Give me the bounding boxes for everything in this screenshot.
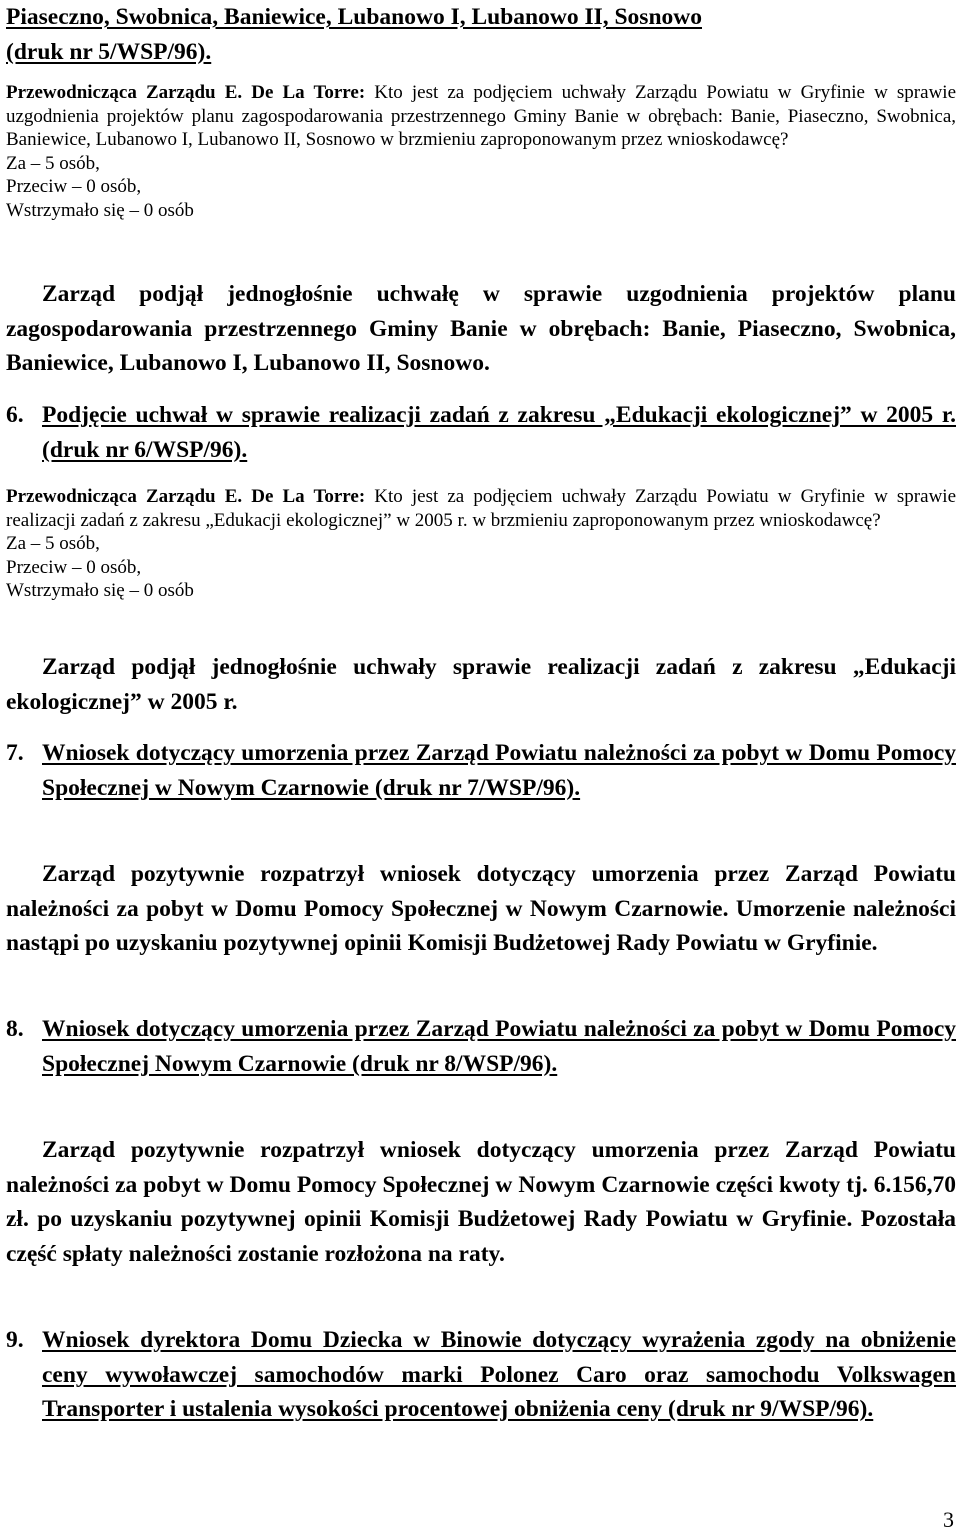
speaker-label: Przewodnicząca Zarządu E. De La Torre:	[6, 486, 366, 507]
item-number: 7.	[6, 740, 24, 766]
vote-block-2	[6, 485, 956, 603]
vote-for: Za – 5 osób,	[6, 533, 100, 554]
item-number: 6.	[6, 402, 24, 428]
speaker-label: Przewodnicząca Zarządu E. De La Torre:	[6, 82, 366, 103]
item-title: Wniosek dyrektora Domu Dziecka w Binowie dotyczący wyrażenia zgody na obniżenie ceny wywoławczej samochodów marki Polonez Caro oraz samochodu Volkswagen Transporter i ustalenia wysokości procentowej obniżenia ceny (druk nr 9/WSP/96).	[42, 1327, 956, 1422]
resolution-2: Zarząd podjął jednogłośnie uchwały sprawie realizacji zadań z zakresu „Edukacji ekologicznej” w 2005 r.	[6, 654, 956, 715]
vote-question-text: Kto jest za podjęciem uchwały Zarządu Powiatu w Gryfinie w sprawie realizacji zadań z zakresu „Edukacji ekologicznej” w 2005 r. w brzmieniu zaproponowanym przez wnioskodawcę?	[6, 486, 956, 531]
item-title: Podjęcie uchwał w sprawie realizacji zadań z zakresu „Edukacji ekologicznej” w 2005 r. (druk nr 6/WSP/96).	[42, 402, 956, 463]
item-number: 8.	[6, 1016, 24, 1042]
heading-line: (druk nr 5/WSP/96).	[6, 38, 212, 65]
heading-line: Piaseczno, Swobnica, Baniewice, Lubanowo I, Lubanowo II, Sosnowo	[6, 4, 702, 30]
vote-block-1	[6, 81, 956, 222]
decision-8: Zarząd pozytywnie rozpatrzył wniosek dotyczący umorzenia przez Zarząd Powiatu należności za pobyt w Domu Pomocy Społecznej w Nowym Czarnowie części kwoty tj. 6.156,70 zł. po uzyskaniu pozytywnej opinii Komisji Budżetowej Rady Powiatu w Gryfinie. Pozostała część spłaty należności zostanie rozłożona na raty.	[6, 1137, 956, 1267]
vote-abstain: Wstrzymało się – 0 osób	[6, 199, 194, 221]
item-title: Wniosek dotyczący umorzenia przez Zarząd Powiatu należności za pobyt w Domu Pomocy Społecznej Nowym Czarnowie (druk nr 8/WSP/96).	[42, 1016, 956, 1077]
vote-for: Za – 5 osób,	[6, 152, 100, 174]
resolution-1: Zarząd podjął jednogłośnie uchwałę w sprawie uzgodnienia projektów planu zagospodarowania przestrzennego Gminy Banie w obrębach: Banie, Piaseczno, Swobnica, Baniewice, Lubanowo I, Lubanowo II, Sosnowo.	[6, 281, 956, 376]
page-number: 3	[943, 1507, 954, 1532]
vote-question-text: Kto jest za podjęciem uchwały Zarządu Powiatu w Gryfinie w sprawie uzgodnienia projektów planu zagospodarowania przestrzennego Gminy Banie w obrębach: Banie, Piaseczno, Swobnica, Baniewice, Lubanowo I, Lubanowo II, Sosnowo w brzmieniu zaproponowanym przez wnioskodawcę?	[6, 82, 956, 150]
vote-against: Przeciw – 0 osób,	[6, 176, 142, 197]
item-title: Wniosek dotyczący umorzenia przez Zarząd Powiatu należności za pobyt w Domu Pomocy Społecznej w Nowym Czarnowie (druk nr 7/WSP/96).	[42, 740, 956, 801]
section-heading-continued	[6, 0, 956, 69]
vote-question	[6, 485, 956, 532]
vote-question	[6, 81, 956, 152]
decision-7: Zarząd pozytywnie rozpatrzył wniosek dotyczący umorzenia przez Zarząd Powiatu należności za pobyt w Domu Pomocy Społecznej w Nowym Czarnowie. Umorzenie należności nastąpi po uzyskaniu pozytywnej opinii Komisji Budżetowej Rady Powiatu w Gryfinie.	[6, 861, 956, 956]
vote-against: Przeciw – 0 osób,	[6, 556, 142, 578]
item-number: 9.	[6, 1327, 24, 1353]
vote-abstain: Wstrzymało się – 0 osób	[6, 580, 194, 601]
